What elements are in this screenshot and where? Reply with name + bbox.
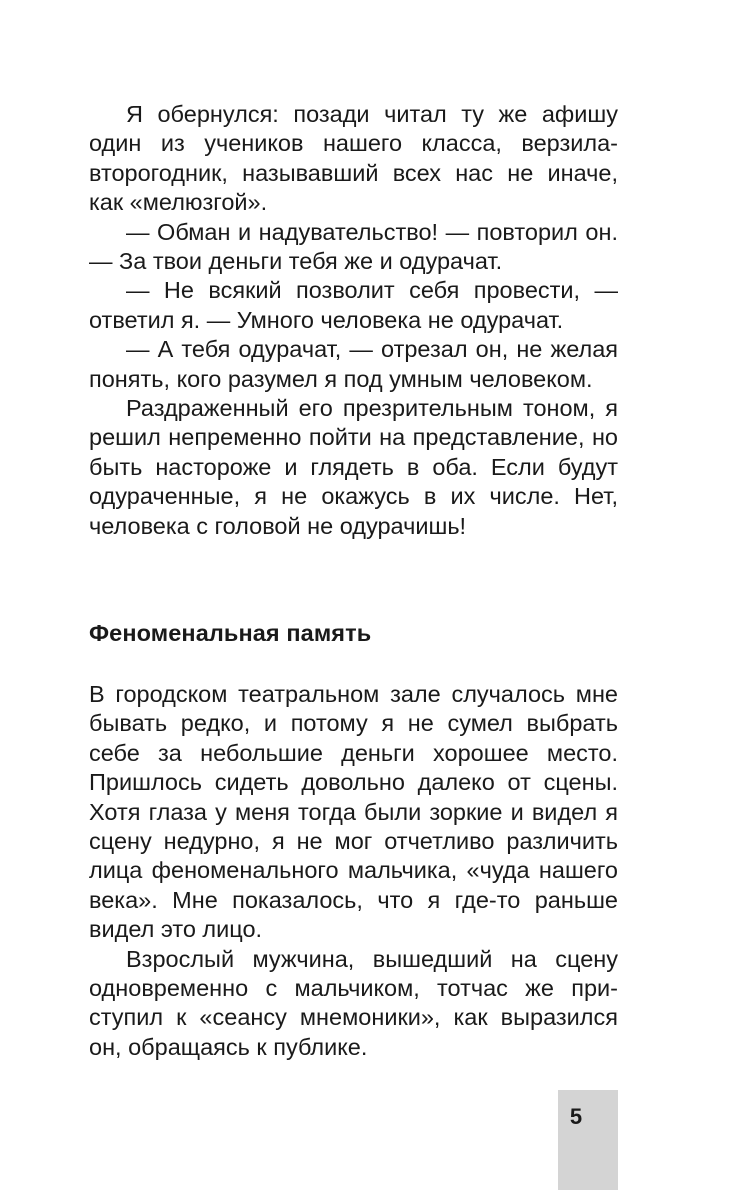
- page-number-tab: [558, 1090, 618, 1190]
- paragraph: Взрослый мужчина, вышедший на сцену одновременно с мальчиком, тотчас же приступил к «сеансу мнемоники», как выразился он, обращаясь к публике.: [89, 945, 618, 1060]
- paragraph: — Не всякий позволит себя провести, — ответил я. — Умного человека не одурачат.: [89, 277, 618, 333]
- paragraph: — А тебя одурачат, — отрезал он, не желая понять, кого разумел я под умным человеком.: [89, 336, 618, 392]
- page-number: 5: [569, 1104, 583, 1129]
- top-text-block: [89, 100, 618, 541]
- paragraph: — Обман и надувательство! — повторил он. — За твои деньги тебя же и одурачат.: [89, 218, 618, 275]
- paragraph: Раздраженный его презрительным тоном, я решил непременно пойти на представление, но быть настороже и глядеть в оба. Если будут одураченные, я не окажусь в их числе. Нет, человека с головой не одурачишь!: [89, 395, 618, 539]
- chapter-text-block: [89, 680, 618, 1062]
- chapter-heading: Феноменальная память: [89, 620, 372, 646]
- paragraph: В городском театральном зале случалось мне бывать редко, и потому я не сумел выбрать себе за небольшие деньги хорошее место. Пришлось сидеть довольно далеко от сцены. Хотя глаза у меня тогда были зоркие и видел я сцену недурно, я не мог отчетливо различить лица феноменального мальчика, «чуда нашего века». Мне показалось, что я где-то раньше видел это лицо.: [89, 681, 618, 943]
- paragraph: Я обернулся: позади читал ту же афишу один из учеников нашего класса, верзила-второгодник, называвший всех нас не иначе, как «мелюзгой».: [89, 101, 618, 216]
